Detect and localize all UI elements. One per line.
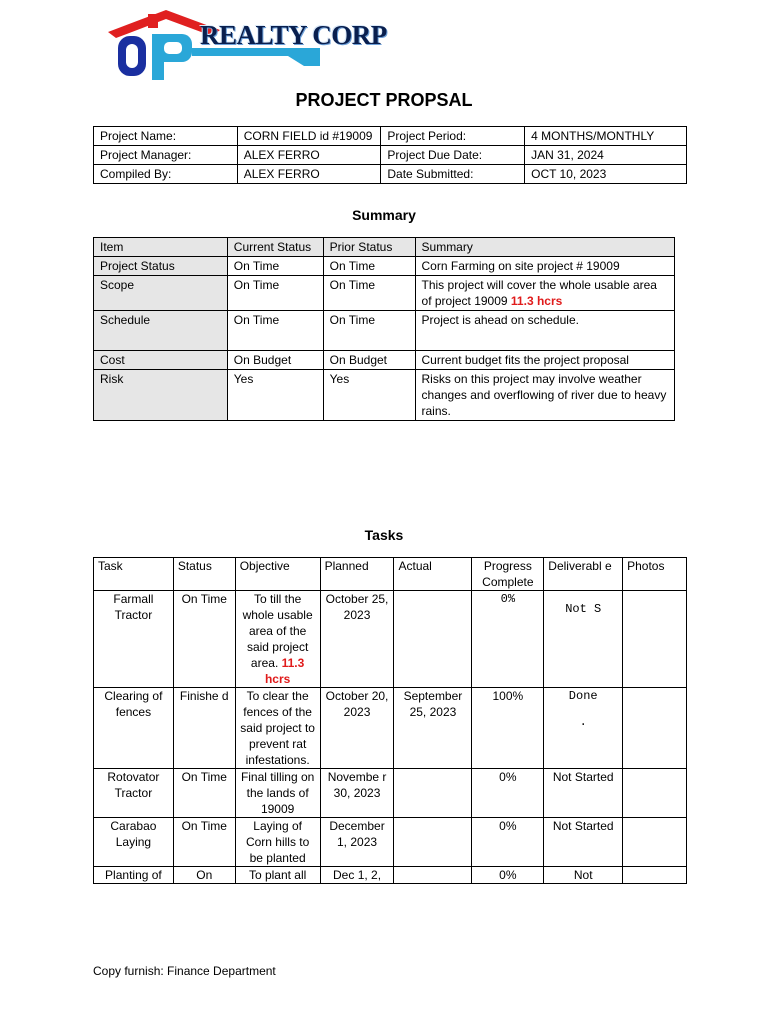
task-deliverable-extra: . — [579, 715, 587, 729]
summary-current: On Budget — [227, 351, 323, 370]
summary-prior: On Time — [323, 257, 415, 276]
summary-highlight: 11.3 hcrs — [510, 294, 563, 308]
summary-item: Scope — [94, 276, 228, 311]
task-objective: Laying of Corn hills to be planted — [235, 818, 320, 867]
info-value: 4 MONTHS/MONTHLY — [525, 127, 687, 146]
info-value: ALEX FERRO — [237, 165, 381, 184]
info-value: JAN 31, 2024 — [525, 146, 687, 165]
summary-header-row — [94, 238, 675, 257]
task-photos — [623, 867, 687, 884]
task-progress: 0% — [472, 818, 544, 867]
summary-text: Current budget fits the project proposal — [415, 351, 674, 370]
tasks-header-deliverable: Deliverabl e — [544, 558, 623, 591]
task-actual: September 25, 2023 — [394, 688, 472, 769]
task-planned: October 20, 2023 — [320, 688, 394, 769]
table-row — [94, 818, 687, 867]
task-progress: 0% — [472, 769, 544, 818]
info-label: Project Manager: — [94, 146, 238, 165]
info-row — [94, 146, 687, 165]
task-planned: Novembe r 30, 2023 — [320, 769, 394, 818]
task-progress: 0% — [472, 591, 544, 688]
info-value: CORN FIELD id #19009 — [237, 127, 381, 146]
table-row — [94, 591, 687, 688]
tasks-header-status: Status — [173, 558, 235, 591]
summary-prior: On Time — [323, 276, 415, 311]
info-row — [94, 127, 687, 146]
task-name: Farmall Tractor — [94, 591, 174, 688]
info-row — [94, 165, 687, 184]
tasks-table — [93, 557, 687, 884]
summary-prior: Yes — [323, 370, 415, 421]
task-objective-highlight: 11.3 hcrs — [264, 656, 305, 686]
summary-item: Risk — [94, 370, 228, 421]
summary-row — [94, 370, 675, 421]
summary-heading: Summary — [352, 207, 416, 223]
task-objective-cell — [235, 591, 320, 688]
task-photos — [623, 818, 687, 867]
tasks-header-task: Task — [94, 558, 174, 591]
task-actual — [394, 818, 472, 867]
info-label: Date Submitted: — [381, 165, 525, 184]
info-label: Project Name: — [94, 127, 238, 146]
task-name: Planting of — [94, 867, 174, 884]
tasks-header-planned: Planned — [320, 558, 394, 591]
task-photos — [623, 769, 687, 818]
summary-row — [94, 351, 675, 370]
task-photos — [623, 591, 687, 688]
tasks-header-row — [94, 558, 687, 591]
task-deliverable: Not S — [544, 591, 623, 688]
summary-row — [94, 311, 675, 351]
table-row — [94, 867, 687, 884]
task-deliverable-cell — [544, 688, 623, 769]
table-row — [94, 688, 687, 769]
task-status: Finishe d — [173, 688, 235, 769]
task-planned: October 25, 2023 — [320, 591, 394, 688]
task-name: Carabao Laying — [94, 818, 174, 867]
task-planned: Dec 1, 2, — [320, 867, 394, 884]
task-deliverable: Done — [568, 689, 598, 703]
summary-text: Risks on this project may involve weather changes and overflowing of river due to heavy rains. — [415, 370, 674, 421]
summary-row — [94, 257, 675, 276]
task-status: On Time — [173, 818, 235, 867]
summary-text: Corn Farming on site project # 19009 — [415, 257, 674, 276]
tasks-header-photos: Photos — [623, 558, 687, 591]
summary-text-cell — [415, 276, 674, 311]
summary-current: Yes — [227, 370, 323, 421]
info-label: Project Period: — [381, 127, 525, 146]
table-row — [94, 769, 687, 818]
project-info-table — [93, 126, 687, 184]
tasks-heading: Tasks — [364, 527, 404, 543]
footer-note: Copy furnish: Finance Department — [93, 964, 276, 978]
summary-item: Cost — [94, 351, 228, 370]
task-progress: 0% — [472, 867, 544, 884]
task-status: On Time — [173, 591, 235, 688]
summary-prior: On Time — [323, 311, 415, 351]
summary-row — [94, 276, 675, 311]
task-status: On Time — [173, 769, 235, 818]
logo-text: REALTY CORP — [200, 20, 387, 50]
info-label: Compiled By: — [94, 165, 238, 184]
task-deliverable: Not Started — [544, 769, 623, 818]
task-actual — [394, 591, 472, 688]
tasks-header-actual: Actual — [394, 558, 472, 591]
info-value: OCT 10, 2023 — [525, 165, 687, 184]
summary-item: Schedule — [94, 311, 228, 351]
task-objective: Final tilling on the lands of 19009 — [235, 769, 320, 818]
summary-item: Project Status — [94, 257, 228, 276]
info-value: ALEX FERRO — [237, 146, 381, 165]
summary-header-summary: Summary — [415, 238, 674, 257]
task-name: Clearing of fences — [94, 688, 174, 769]
task-actual — [394, 867, 472, 884]
tasks-header-progress: Progress Complete — [472, 558, 544, 591]
summary-header-prior: Prior Status — [323, 238, 415, 257]
task-objective: To plant all — [235, 867, 320, 884]
task-planned: December 1, 2023 — [320, 818, 394, 867]
task-objective: To clear the fences of the said project to prevent rat infestations. — [235, 688, 320, 769]
task-actual — [394, 769, 472, 818]
summary-current: On Time — [227, 257, 323, 276]
task-progress: 100% — [472, 688, 544, 769]
task-deliverable: Not — [544, 867, 623, 884]
summary-table — [93, 237, 675, 421]
page-title: PROJECT PROPSAL — [295, 90, 473, 110]
task-name: Rotovator Tractor — [94, 769, 174, 818]
task-objective: To till the whole usable area of the said project area. — [242, 592, 313, 670]
summary-current: On Time — [227, 311, 323, 351]
task-status: On — [173, 867, 235, 884]
info-label: Project Due Date: — [381, 146, 525, 165]
task-deliverable: Not Started — [544, 818, 623, 867]
summary-text: Project is ahead on schedule. — [415, 311, 674, 351]
summary-prior: On Budget — [323, 351, 415, 370]
summary-header-item: Item — [94, 238, 228, 257]
summary-header-current: Current Status — [227, 238, 323, 257]
task-photos — [623, 688, 687, 769]
summary-current: On Time — [227, 276, 323, 311]
tasks-header-objective: Objective — [235, 558, 320, 591]
summary-text: This project will cover the whole usable area of project 19009 — [421, 278, 657, 308]
